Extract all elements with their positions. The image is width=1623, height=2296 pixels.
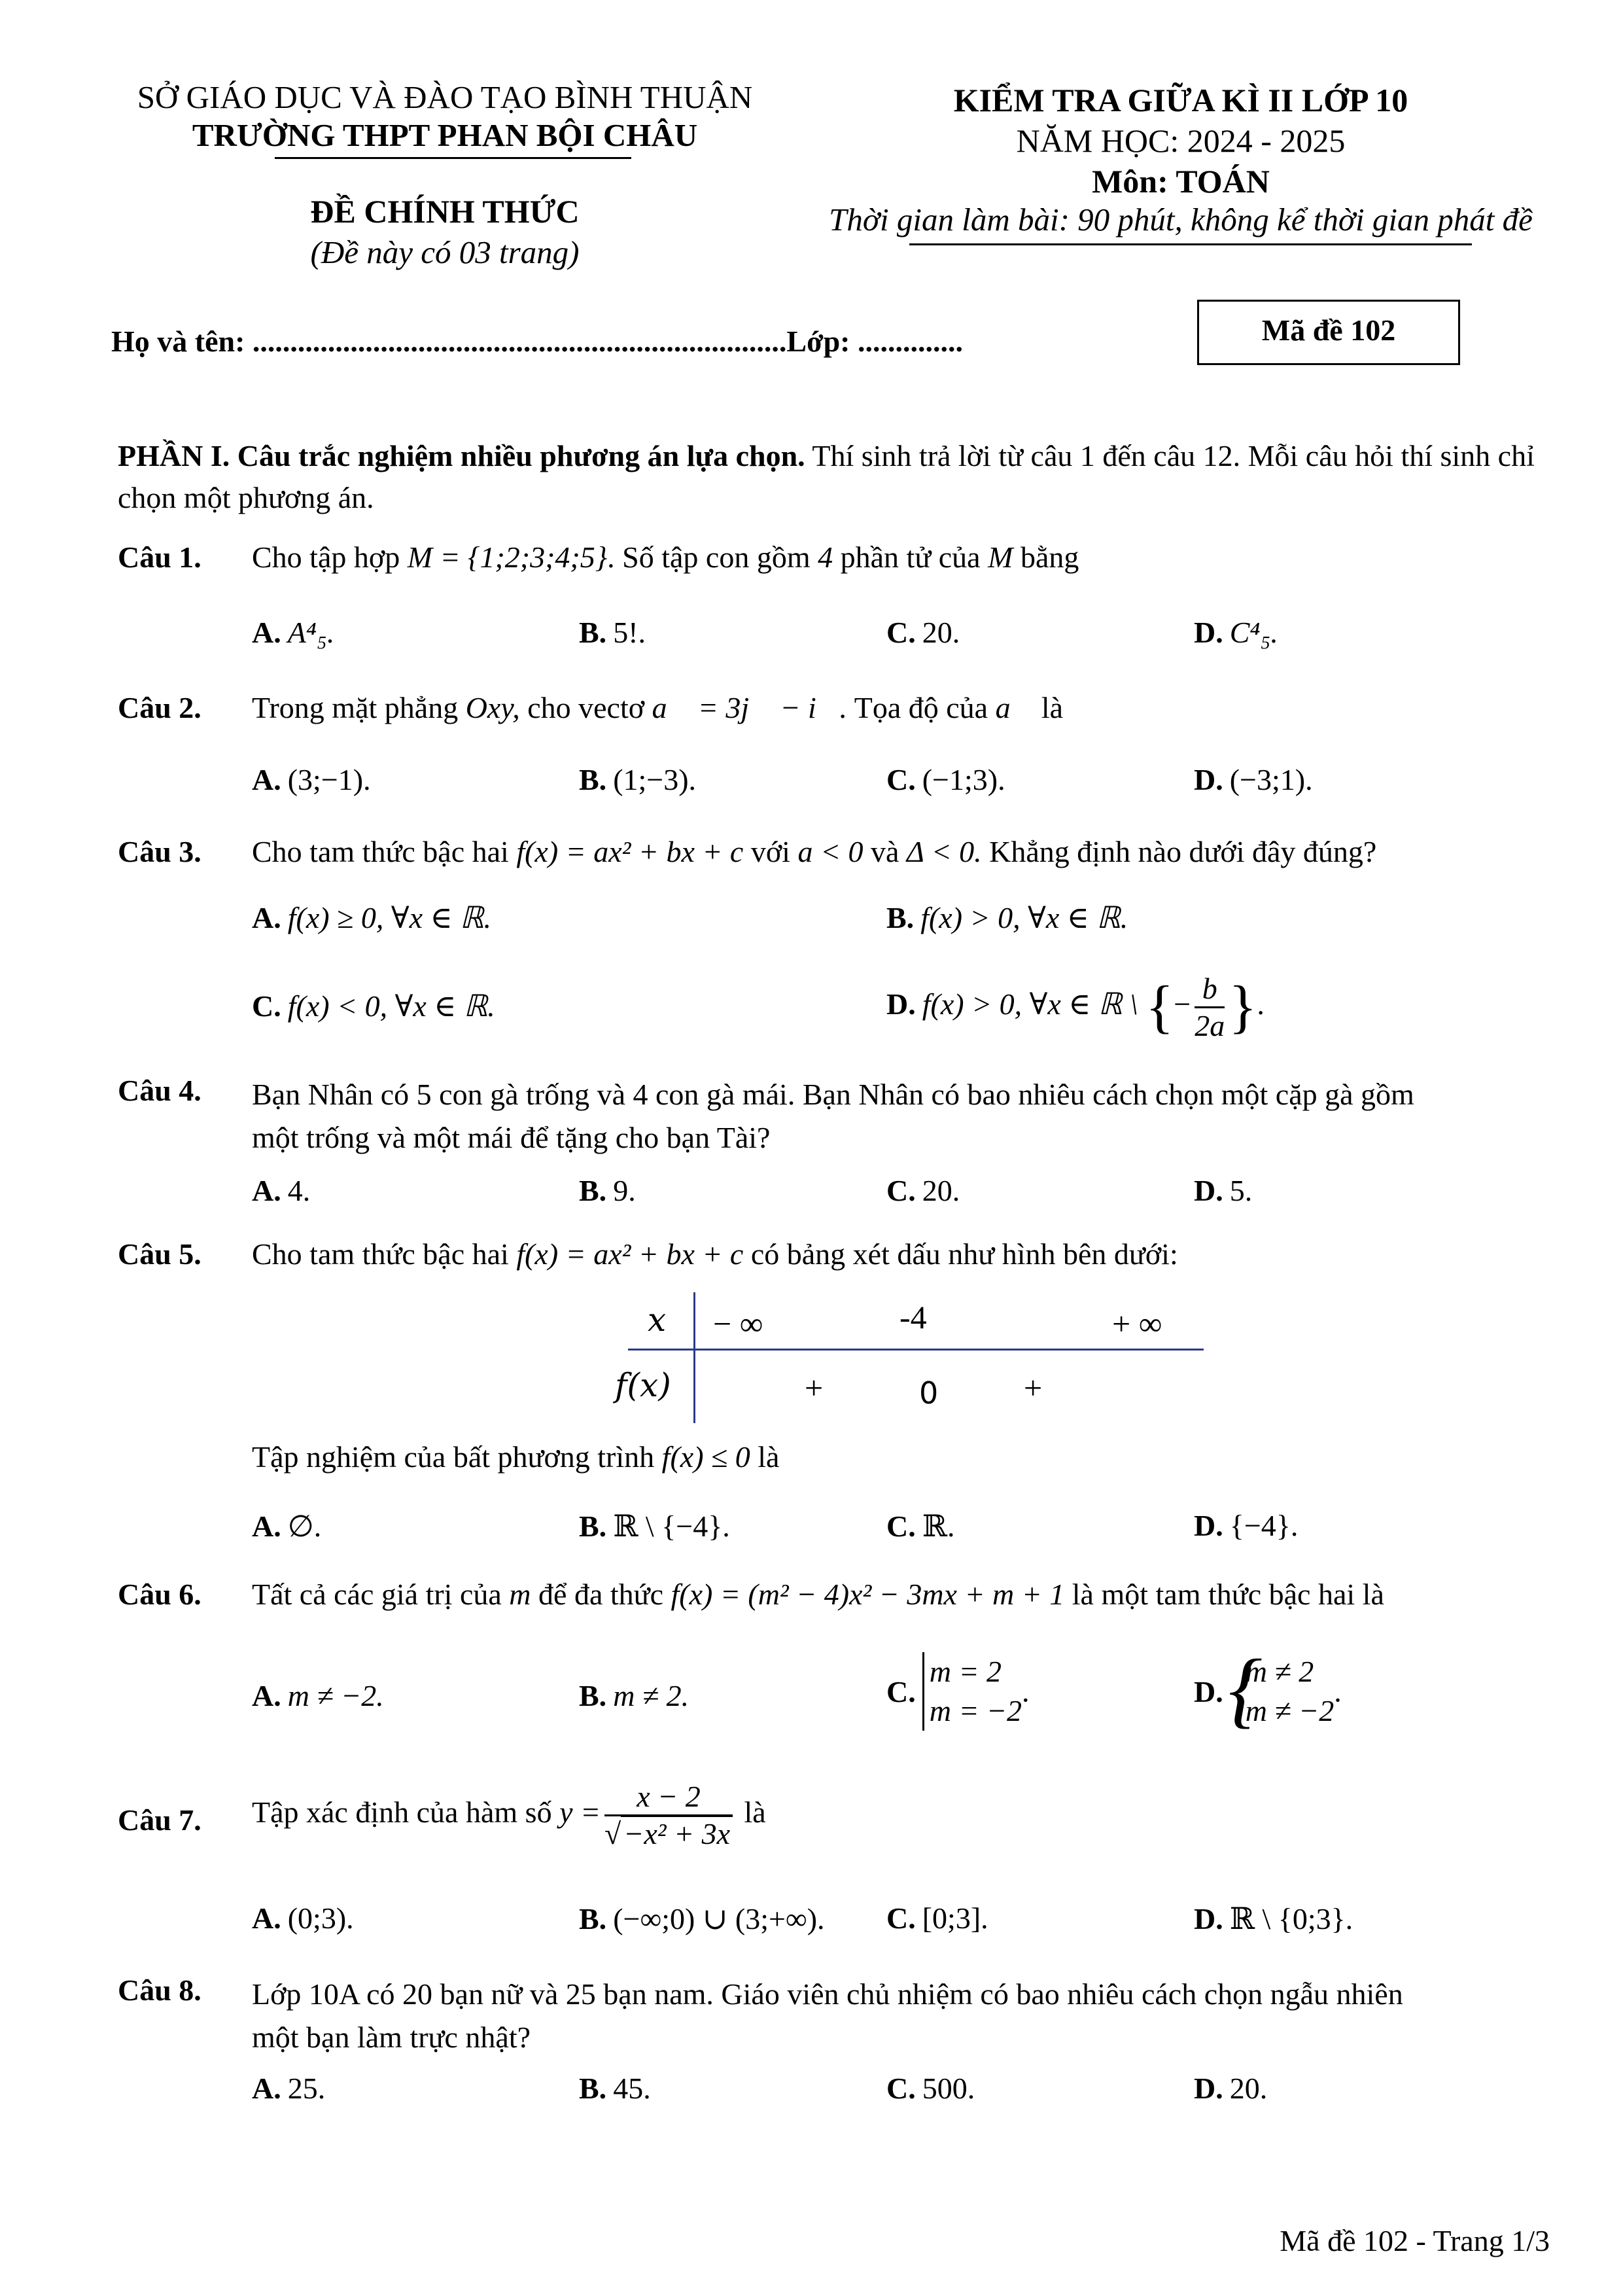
page-footer: Mã đề 102 - Trang 1/3: [1280, 2224, 1550, 2257]
q4-text: Bạn Nhân có 5 con gà trống và 4 con gà mái. Bạn Nhân có bao nhiêu cách chọn một cặp gà gồm một trống và một mái để tặng cho bạn Tài?: [252, 1078, 1414, 1154]
q5-option-d[interactable]: D. {−4}.: [1194, 1509, 1299, 1542]
sign-table-neg-inf: − ∞: [713, 1305, 763, 1342]
q2-option-c[interactable]: C. (−1;3).: [886, 763, 1005, 796]
q4-option-a[interactable]: A. 4.: [252, 1174, 311, 1207]
sign-table-zero: 0: [919, 1375, 939, 1411]
q5-option-b[interactable]: B. ℝ \ {−4}.: [579, 1510, 730, 1543]
q7-option-d[interactable]: D. ℝ \ {0;3}.: [1194, 1902, 1353, 1935]
school-underline: [275, 157, 631, 159]
q8-option-b[interactable]: B. 45.: [579, 2072, 651, 2105]
q8-option-c[interactable]: C. 500.: [886, 2072, 975, 2105]
exam-code: Mã đề 102: [1261, 313, 1396, 347]
q7-option-b[interactable]: B. (−∞;0) ∪ (3;+∞).: [579, 1902, 825, 1935]
q7-text: Tập xác định của hàm số y = $\frac{x - 2}{\text{√−x² + 3x}}$ là: [252, 1779, 766, 1850]
q6-text: Tất cả các giá trị của m để đa thức f(x) = (m² − 4)x² − 3mx + m + 1 là một tam thức bậc hai là: [252, 1578, 1384, 1611]
q2-label: Câu 2.: [118, 691, 201, 724]
sign-table-sign-2: +: [1024, 1369, 1043, 1406]
student-info-row: [111, 322, 963, 361]
q5-option-c[interactable]: C. ℝ.: [886, 1510, 955, 1543]
q5-subtext: Tập nghiệm của bất phương trình f(x) ≤ 0 là: [252, 1440, 780, 1474]
sign-table-fx: f(x): [615, 1366, 671, 1404]
q6-option-d[interactable]: D. { m ≠ 2 m ≠ −2 .: [1194, 1642, 1342, 1737]
q4-option-d[interactable]: D. 5.: [1194, 1174, 1253, 1207]
class-field: Lớp: ..............: [786, 325, 963, 358]
q8-label: Câu 8.: [118, 1973, 201, 2007]
time-note: Thời gian làm bài: 90 phút, không kể thời gian phát đề: [829, 202, 1533, 238]
time-underline: [909, 243, 1472, 245]
sign-table-hline: [628, 1349, 1204, 1351]
school-name: TRƯỜNG THPT PHAN BỘI CHÂU: [192, 117, 698, 153]
school-year: NĂM HỌC: 2024 - 2025: [1016, 122, 1346, 159]
q1-option-b[interactable]: B. 5!.: [579, 616, 646, 649]
name-field: Họ và tên: .......................................................................: [111, 325, 787, 358]
q3-d-denominator: 2a: [1195, 1008, 1225, 1042]
q8-text: Lớp 10A có 20 bạn nữ và 25 bạn nam. Giáo viên chủ nhiệm có bao nhiêu cách chọn ngẫu nhiên một bạn làm trực nhật?: [252, 1977, 1403, 2054]
official-label: ĐỀ CHÍNH THỨC: [310, 193, 580, 230]
q7-option-a[interactable]: A. (0;3).: [252, 1901, 354, 1935]
q4-label: Câu 4.: [118, 1074, 201, 1107]
q5-label: Câu 5.: [118, 1237, 201, 1271]
part-1-instruction: Thí sinh trả lời từ câu 1 đến câu 12. Mỗi câu hỏi thí sinh chỉ chọn một phương án.: [118, 439, 1535, 514]
exam-title: KIỂM TRA GIỮA KÌ II LỚP 10: [953, 82, 1408, 118]
q5-text: Cho tam thức bậc hai f(x) = ax² + bx + c có bảng xét dấu như hình bên dưới:: [252, 1237, 1178, 1271]
q2-option-a[interactable]: A. (3;−1).: [252, 763, 371, 796]
q7-option-c[interactable]: C. [0;3].: [886, 1901, 988, 1935]
pages-note: (Đề này có 03 trang): [310, 234, 580, 270]
q8-option-d[interactable]: D. 20.: [1194, 2072, 1268, 2105]
q4-option-c[interactable]: C. 20.: [886, 1174, 960, 1207]
part-1-heading: [118, 435, 1550, 519]
q1-label: Câu 1.: [118, 540, 201, 574]
q2-option-b[interactable]: B. (1;−3).: [579, 763, 697, 796]
q6-label: Câu 6.: [118, 1578, 201, 1611]
sign-table-pos-inf: + ∞: [1112, 1305, 1162, 1342]
department-name: SỞ GIÁO DỤC VÀ ĐÀO TẠO BÌNH THUẬN: [137, 79, 753, 115]
q2-option-d[interactable]: D. (−3;1).: [1194, 763, 1313, 796]
sign-table-x: x: [648, 1301, 667, 1339]
q1-option-d[interactable]: D. C⁴₅.: [1194, 616, 1278, 649]
q3-d-numerator: b: [1195, 971, 1225, 1008]
q5-option-a[interactable]: A. ∅.: [252, 1510, 322, 1543]
q6-option-a[interactable]: A. m ≠ −2.: [252, 1679, 384, 1712]
q3-option-a[interactable]: A. f(x) ≥ 0, ∀x ∈ ℝ.: [252, 901, 491, 934]
q3-label: Câu 3.: [118, 835, 201, 868]
q1-text: Cho tập hợp M = {1;2;3;4;5}. Số tập con gồm 4 phần tử của M bằng: [252, 540, 1079, 574]
q3-option-b[interactable]: B. f(x) > 0, ∀x ∈ ℝ.: [886, 901, 1128, 934]
sign-table-vline: [693, 1292, 695, 1423]
q8-option-a[interactable]: A. 25.: [252, 2072, 326, 2105]
q3-option-c[interactable]: C. f(x) < 0, ∀x ∈ ℝ.: [252, 989, 495, 1023]
q6-option-b[interactable]: B. m ≠ 2.: [579, 1679, 689, 1712]
q4-option-b[interactable]: B. 9.: [579, 1174, 636, 1207]
q1-option-a[interactable]: A. A⁴₅.: [252, 616, 335, 649]
q7-numerator: x − 2: [604, 1779, 733, 1816]
part-1-title: PHẦN I. Câu trắc nghiệm nhiều phương án lựa chọn.: [118, 439, 805, 472]
exam-code-box: [1197, 300, 1460, 365]
q6-option-c[interactable]: C. m = 2 m = −2 .: [886, 1652, 1030, 1731]
subject: Môn: TOÁN: [1092, 163, 1270, 200]
q7-label: Câu 7.: [118, 1803, 201, 1837]
q3-option-d[interactable]: D. f(x) > 0, ∀x ∈ ℝ \ {− $\frac{b}{2a}$ }.: [886, 971, 1265, 1042]
q1-option-c[interactable]: C. 20.: [886, 616, 960, 649]
sign-table: [615, 1292, 1204, 1423]
q7-denominator: −x² + 3x: [621, 1815, 733, 1850]
sign-table-root: -4: [899, 1299, 927, 1335]
q3-text: Cho tam thức bậc hai f(x) = ax² + bx + c với a < 0 và Δ < 0. Khẳng định nào dưới đây đúng?: [252, 835, 1377, 868]
q2-text: Trong mặt phẳng Oxy, cho vectơ a⃗ = 3j⃗ − i⃗. Tọa độ của a⃗ là: [252, 691, 1064, 724]
sign-table-sign-1: +: [805, 1369, 824, 1406]
